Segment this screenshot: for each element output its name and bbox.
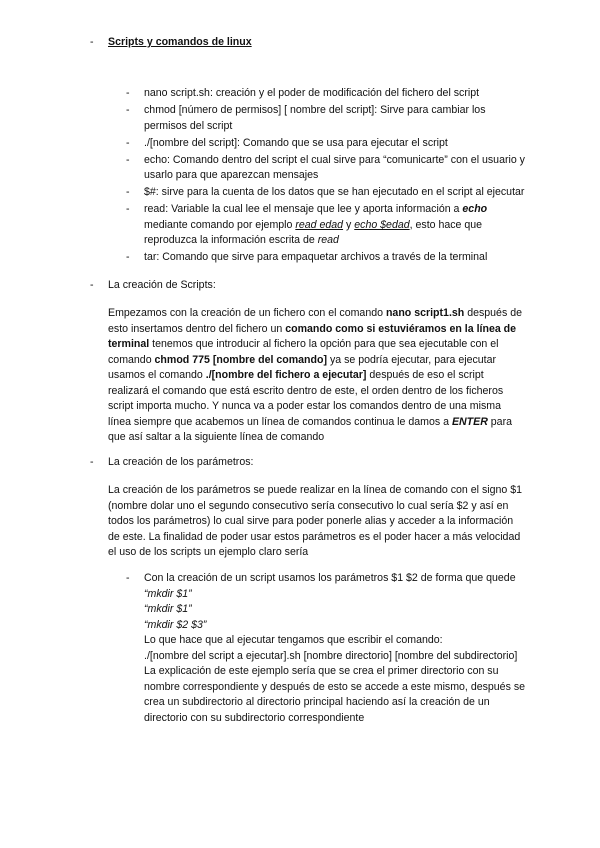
section-title: Scripts y comandos de linux (108, 36, 252, 48)
list-bullet: - (126, 572, 130, 584)
section-title: La creación de Scripts: (108, 279, 216, 291)
list-item: - $#: sirve para la cuenta de los datos que se han ejecutado en el script al ejecutar (126, 186, 525, 198)
example-line: Lo que hace que al ejecutar tengamos que escribir el comando: (144, 634, 443, 646)
code-line: “mkdir $1” (144, 587, 192, 600)
section-bullet: - (90, 279, 94, 291)
parameters-example-item (126, 571, 526, 726)
section-bullet: - (90, 36, 94, 48)
example-explanation: La explicación de este ejemplo sería que se crea el primer directorio con su nombre correspondiente y después de esto se accede a este mismo, después se crea un subdirectorio al directorio principal haciendo así la creación de un directorio con su subdirectorio correspondiente (144, 665, 526, 724)
code-line: “mkdir $1” (144, 603, 192, 615)
list-item: - read: Variable la cual lee el mensaje que lee y aporta información a echo mediante comando por ejemplo read edad y echo $edad, esto hace que reproduzca la información escrita de read (126, 203, 488, 246)
section-bullet: - (90, 456, 94, 468)
example-intro: Con la creación de un script usamos los parámetros $1 $2 de forma que quede (144, 572, 516, 584)
section-title: La creación de los parámetros: (108, 456, 254, 468)
code-line: “mkdir $2 $3” (144, 618, 207, 631)
commands-list (126, 86, 526, 267)
list-item: - tar: Comando que sirve para empaquetar archivos a través de la terminal (126, 251, 488, 263)
list-item: - echo: Comando dentro del script el cual sirve para “comunicarte” con el usuario y usarlo para que aparezcan mensajes (126, 153, 525, 181)
paragraph-parameters: La creación de los parámetros se puede realizar en la línea de comando con el signo $1 (nombre dolar uno el segundo consecutivo sería consecutivo lo cual sería $2 y así en todos los parámetros) lo cual sirve para poder ponerle alias y acceder a la información de este. La finalidad de poder usar estos parámetros es el poder hacer a más velocidad el uso de los scripts un ejemplo claro sería (108, 484, 523, 558)
example-command: ./[nombre del script a ejecutar].sh [nombre directorio] [nombre del subdirectorio] (144, 649, 518, 662)
list-item: - chmod [número de permisos] [ nombre del script]: Sirve para cambiar los permisos del script (126, 104, 486, 132)
list-item: - nano script.sh: creación y el poder de modificación del fichero del script (126, 87, 480, 99)
list-item: - ./[nombre del script]: Comando que se usa para ejecutar el script (126, 136, 448, 149)
paragraph-creation-scripts: Empezamos con la creación de un fichero con el comando nano script1.sh después de esto insertamos dentro del fichero un comando como si estuviéramos en la línea de terminal tenemos que introducir al fichero la opción para que sea ejecutable con el comando chmod 775 [nombre del comando] ya se podría ejecutar, para ejecutar usamos el comando ./[nombre del fichero a ejecutar] después de eso el script realizará el comando que está escrito dentro de este, el orden dentro de los ficheros script importa mucho. Y nunca va a poder estar los comandos dentro de una misma línea siempre que acabemos un línea de comandos continua le damos a ENTER para que así saltar a la siguiente línea de comando (108, 307, 522, 443)
